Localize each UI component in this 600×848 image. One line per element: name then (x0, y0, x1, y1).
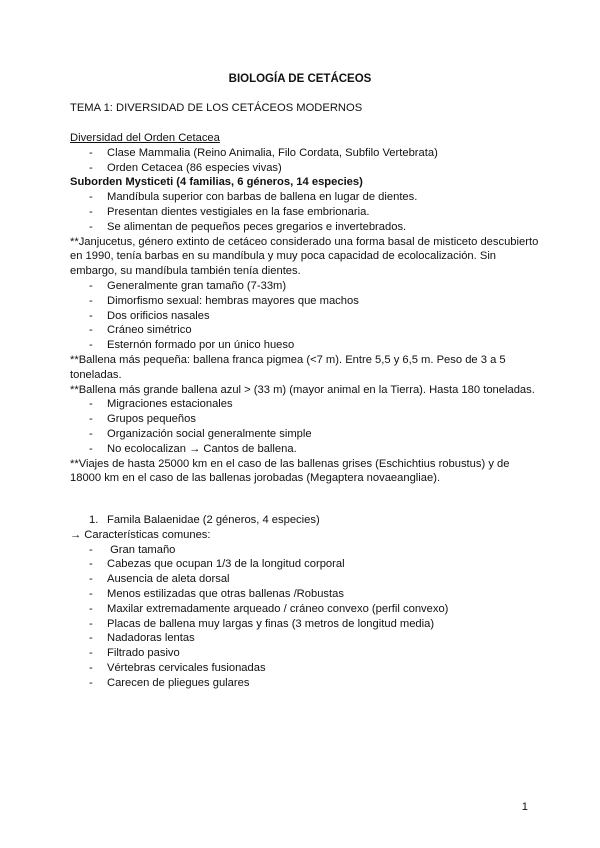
document-title: BIOLOGÍA DE CETÁCEOS (228, 73, 372, 85)
size-trait: - Dos orificios nasales (70, 309, 540, 324)
common-trait: - Vértebras cervicales fusionadas (70, 661, 540, 676)
common-trait: - Gran tamaño (70, 543, 540, 558)
section-heading: Diversidad del Orden Cetacea (70, 132, 220, 144)
page-number: 1 (521, 801, 528, 814)
topic-heading: TEMA 1: DIVERSIDAD DE LOS CETÁCEOS MODERNOS (70, 102, 363, 114)
common-trait: - Placas de ballena muy largas y finas (3 metros de longitud media) (70, 617, 540, 632)
classification-item: - Clase Mammalia (Reino Animalia, Filo Cordata, Subfilo Vertebrata) (70, 146, 540, 161)
common-trait: - Filtrado pasivo (70, 646, 540, 661)
behaviour-trait: - Migraciones estacionales (70, 397, 540, 412)
common-trait: - Nadadoras lentas (70, 631, 540, 646)
note-travel: **Viajes de hasta 25000 km en el caso de las ballenas grises (Eschichtius robustus) y de 18000 km en el caso de las ballenas jorobadas (Megaptera novaeangliae). (70, 457, 510, 485)
mysticeti-trait: - Presentan dientes vestigiales en la fase embrionaria. (70, 205, 540, 220)
family-heading-line (70, 513, 540, 528)
size-trait: - Esternón formado por un único hueso (70, 338, 540, 353)
size-trait: - Generalmente gran tamaño (7-33m) (70, 279, 540, 294)
main-content (70, 131, 540, 486)
common-trait: - Maxilar extremadamente arqueado / cráneo convexo (perfil convexo) (70, 602, 540, 617)
family-heading: Famila Balaenidae (2 géneros, 4 especies) (107, 514, 320, 526)
common-trait: - Cabezas que ocupan 1/3 de la longitud corporal (70, 557, 540, 572)
note-largest-whale: **Ballena más grande ballena azul > (33 m) (mayor animal en la Tierra). Hasta 180 toneladas. (70, 383, 535, 396)
common-trait: - Carecen de pliegues gulares (70, 676, 540, 691)
family-section (70, 513, 540, 691)
suborder-heading: Suborden Mysticeti (4 familias, 6 géneros, 14 especies) (70, 176, 363, 189)
behaviour-trait: - Organización social generalmente simple (70, 427, 540, 442)
note-janjucetus: **Janjucetus, género extinto de cetáceo considerado una forma basal de misticeto descubierto en 1990, tenía barbas en su mandíbula y muy poca capacidad de ecolocalización. Sin embargo, su mandíbula también tenía dientes. (70, 235, 539, 278)
topic-block (70, 101, 540, 116)
common-heading: → Características comunes: (70, 528, 211, 541)
size-trait: - Cráneo simétrico (70, 323, 540, 338)
behaviour-trait: - Grupos pequeños (70, 412, 540, 427)
note-smallest-whale: **Ballena más pequeña: ballena franca pigmea (<7 m). Entre 5,5 y 6,5 m. Peso de 3 a 5 toneladas. (70, 353, 506, 381)
mysticeti-trait: - Se alimentan de pequeños peces gregarios e invertebrados. (70, 220, 540, 235)
common-trait: - Ausencia de aleta dorsal (70, 572, 540, 587)
behaviour-trait: - No ecolocalizan → Cantos de ballena. (70, 442, 540, 457)
family-number: 1. (89, 514, 99, 526)
common-trait: - Menos estilizadas que otras ballenas /Robustas (70, 587, 540, 602)
size-trait: - Dimorfismo sexual: hembras mayores que machos (70, 294, 540, 309)
mysticeti-trait: - Mandíbula superior con barbas de ballena en lugar de dientes. (70, 190, 540, 205)
classification-item: - Orden Cetacea (86 especies vivas) (70, 161, 540, 176)
